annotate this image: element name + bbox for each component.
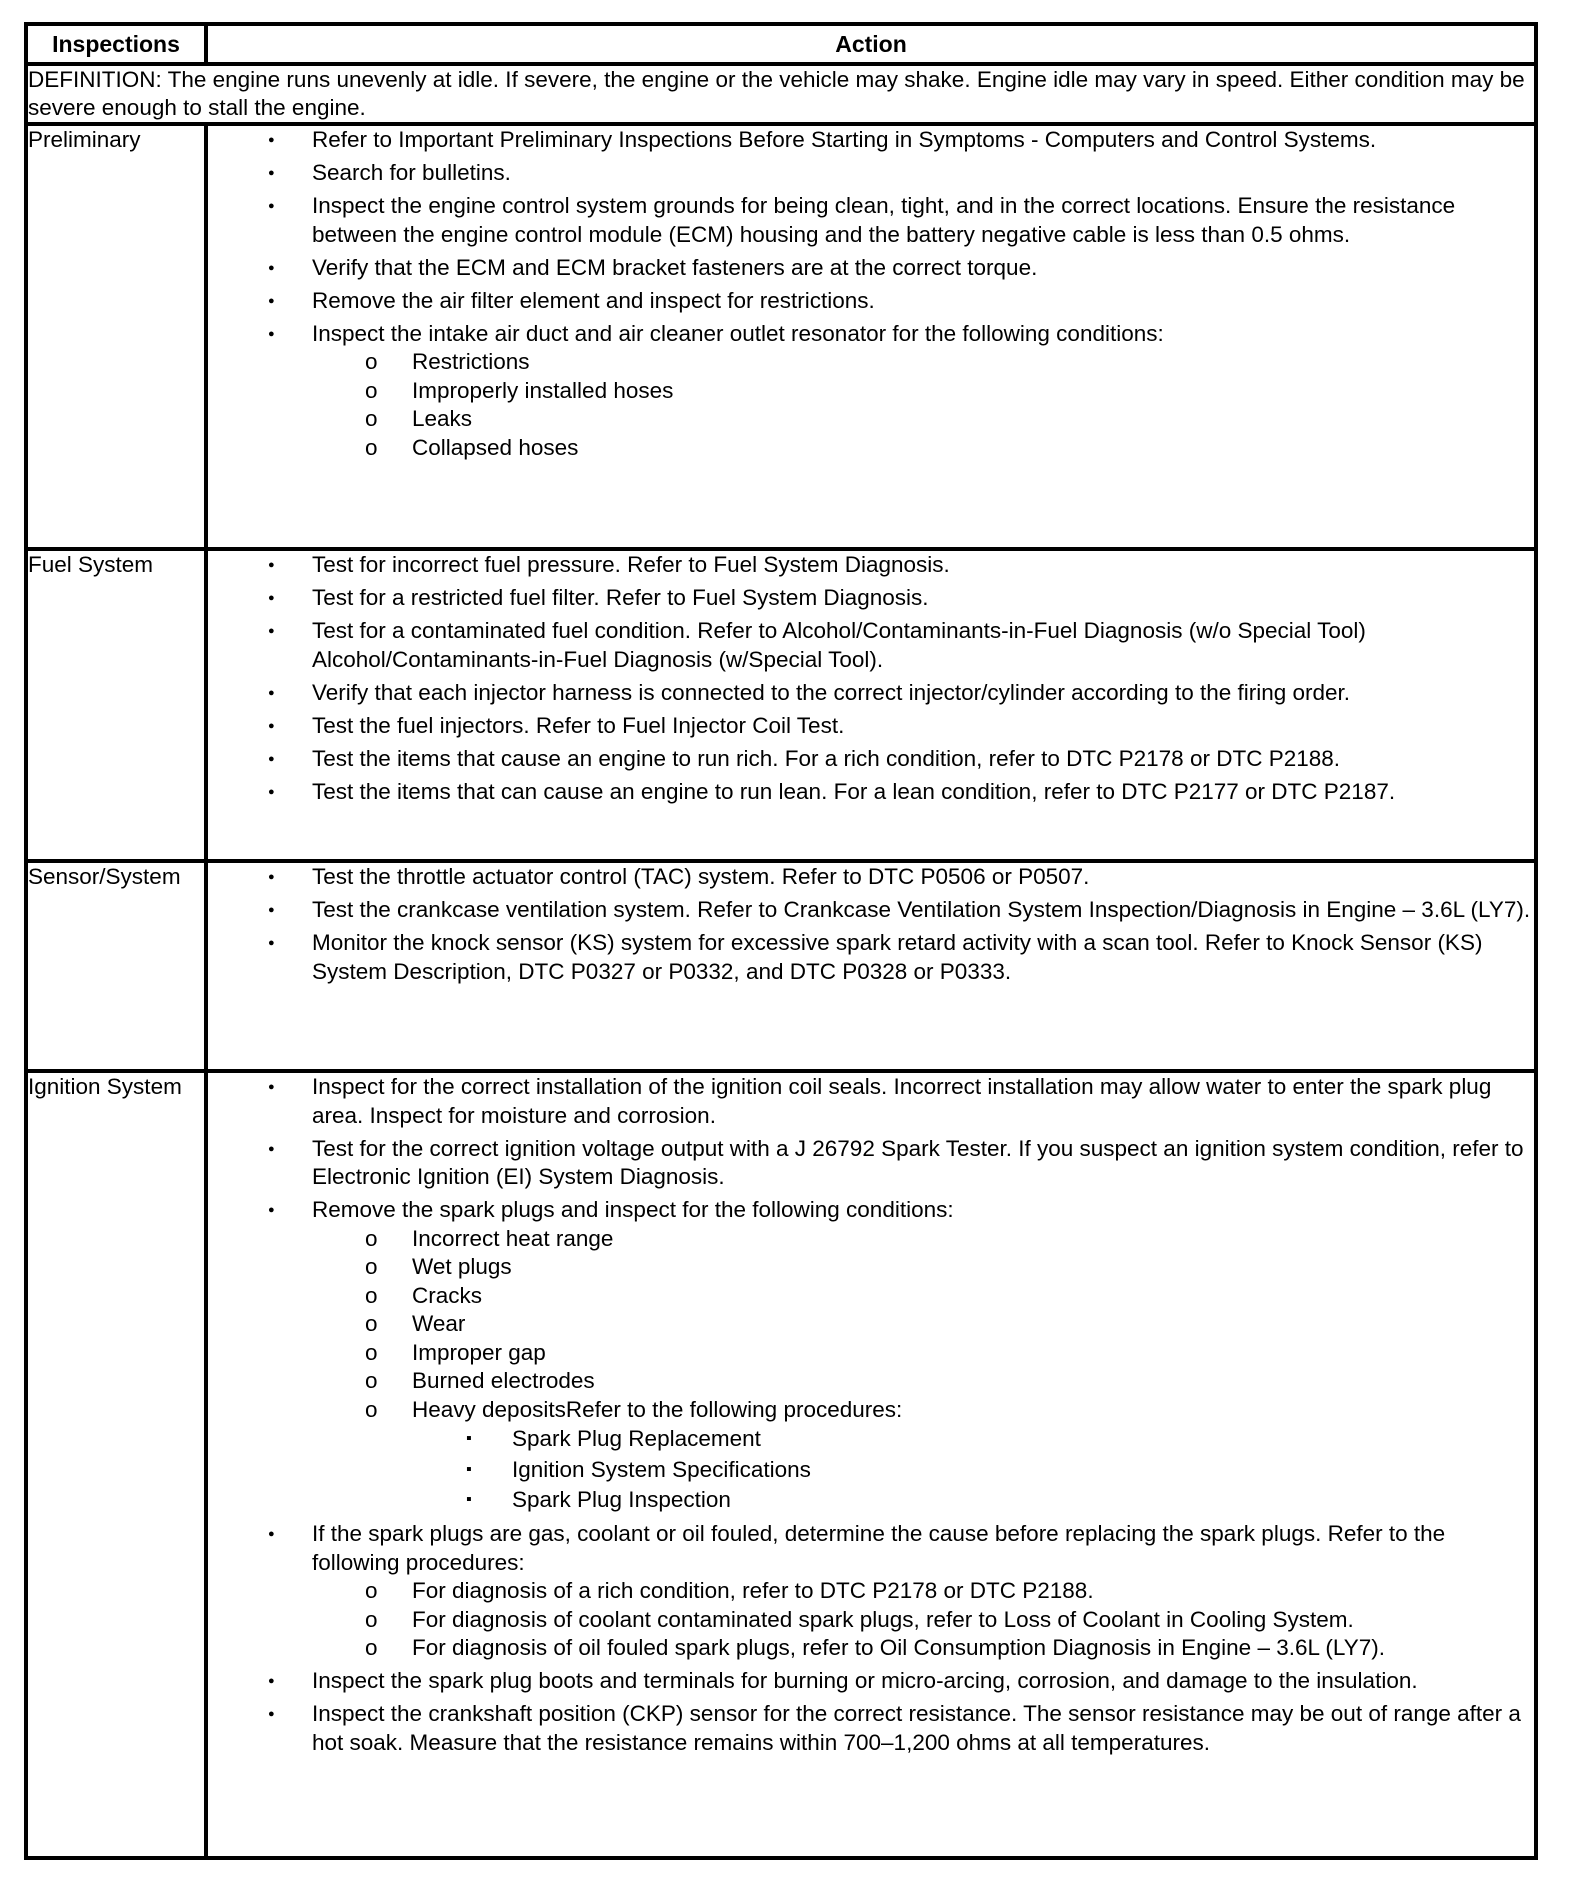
list-item: ● Inspect the engine control system grounds for being clean, tight, and in the correct locations. Ensure the resistance between the engine control module (ECM) housing and the battery negative cable is less than 0.5 ohms. <box>312 192 1534 249</box>
header-row <box>26 24 1536 64</box>
list-item <box>312 1520 1534 1663</box>
sub-list-item: o Burned electrodes <box>412 1367 1534 1396</box>
sub-sub-list <box>412 1424 1534 1516</box>
sub-sub-list-item: ▪ Ignition System Specifications <box>512 1455 1534 1486</box>
list-item: ● Test the fuel injectors. Refer to Fuel Injector Coil Test. <box>312 712 1534 741</box>
list-item: ● Inspect the spark plug boots and terminals for burning or micro-arcing, corrosion, and damage to the insulation. <box>312 1667 1534 1696</box>
definition-row <box>26 64 1536 124</box>
list-item: ● Test for incorrect fuel pressure. Refer to Fuel System Diagnosis. <box>312 551 1534 580</box>
row-label-ignition-system: Ignition System <box>26 1071 206 1858</box>
list-item: ● Remove the air filter element and inspect for restrictions. <box>312 287 1534 316</box>
sub-list-item <box>412 1396 1534 1516</box>
sub-list-item: o For diagnosis of oil fouled spark plugs, refer to Oil Consumption Diagnosis in Engine – 3.6L (LY7). <box>412 1634 1534 1663</box>
sub-list <box>312 1577 1534 1663</box>
list-item: ● Test the items that cause an engine to run rich. For a rich condition, refer to DTC P2178 or DTC P2188. <box>312 745 1534 774</box>
list-item: ● Test the items that can cause an engine to run lean. For a lean condition, refer to DTC P2177 or DTC P2187. <box>312 778 1534 807</box>
list-item: ● Inspect for the correct installation of the ignition coil seals. Incorrect installation may allow water to enter the spark plug area. Inspect for moisture and corrosion. <box>312 1073 1534 1130</box>
row-actions-fuel-system <box>206 549 1536 861</box>
list-item <box>312 320 1534 463</box>
table-row-ignition-system <box>26 1071 1536 1858</box>
list-item: ● Test for a contaminated fuel condition. Refer to Alcohol/Contaminants-in-Fuel Diagnosis (w/o Special Tool) Alcohol/Contaminants-in-Fuel Diagnosis (w/Special Tool). <box>312 617 1534 674</box>
row-label-preliminary: Preliminary <box>26 124 206 549</box>
table-row-fuel-system <box>26 549 1536 861</box>
sub-list-item: o Wet plugs <box>412 1253 1534 1282</box>
sub-list-item: o For diagnosis of a rich condition, refer to DTC P2178 or DTC P2188. <box>412 1577 1534 1606</box>
row-label-fuel-system: Fuel System <box>26 549 206 861</box>
sub-list-item: o Cracks <box>412 1282 1534 1311</box>
inspection-table <box>24 22 1538 1860</box>
list-item-text: Remove the spark plugs and inspect for the following conditions: <box>312 1197 954 1222</box>
column-header-inspections: Inspections <box>26 24 206 64</box>
list-item: ● Inspect the crankshaft position (CKP) sensor for the correct resistance. The sensor resistance may be out of range after a hot soak. Measure that the resistance remains within 700–1,200 ohms at all temperatures. <box>312 1700 1534 1757</box>
table-row-preliminary <box>26 124 1536 549</box>
sub-list-item: o Improperly installed hoses <box>412 377 1534 406</box>
list-item: ● Test for a restricted fuel filter. Refer to Fuel System Diagnosis. <box>312 584 1534 613</box>
sub-list-item: o Incorrect heat range <box>412 1225 1534 1254</box>
list-item: ● Test for the correct ignition voltage output with a J 26792 Spark Tester. If you suspect an ignition system condition, refer to Electronic Ignition (EI) System Diagnosis. <box>312 1135 1534 1192</box>
sub-list <box>312 348 1534 462</box>
list-item-text: If the spark plugs are gas, coolant or oil fouled, determine the cause before replacing the spark plugs. Refer to the following procedures: <box>312 1521 1446 1575</box>
list-item: ● Test the crankcase ventilation system. Refer to Crankcase Ventilation System Inspection/Diagnosis in Engine – 3.6L (LY7). <box>312 896 1534 925</box>
list-item: ● Refer to Important Preliminary Inspections Before Starting in Symptoms - Computers and Control Systems. <box>312 126 1534 155</box>
sub-list-item: o Wear <box>412 1310 1534 1339</box>
list-item: ● Search for bulletins. <box>312 159 1534 188</box>
action-list <box>208 126 1534 462</box>
sub-list-item: o Leaks <box>412 405 1534 434</box>
row-label-sensor-system: Sensor/System <box>26 861 206 1071</box>
sub-list-item-text: Heavy depositsRefer to the following procedures: <box>412 1396 903 1422</box>
table-row-sensor-system <box>26 861 1536 1071</box>
list-item: ● Test the throttle actuator control (TAC) system. Refer to DTC P0506 or P0507. <box>312 863 1534 892</box>
list-item: ● Verify that each injector harness is connected to the correct injector/cylinder according to the firing order. <box>312 679 1534 708</box>
list-item: ● Monitor the knock sensor (KS) system for excessive spark retard activity with a scan tool. Refer to Knock Sensor (KS) System Description, DTC P0327 or P0332, and DTC P0328 or P0333. <box>312 929 1534 986</box>
action-list <box>208 551 1534 806</box>
list-item: ● Verify that the ECM and ECM bracket fasteners are at the correct torque. <box>312 254 1534 283</box>
action-list <box>208 863 1534 986</box>
sub-sub-list-item: ▪ Spark Plug Replacement <box>512 1424 1534 1455</box>
sub-list-item: o Improper gap <box>412 1339 1534 1368</box>
action-list <box>208 1073 1534 1757</box>
list-item <box>312 1196 1534 1516</box>
definition-text: DEFINITION: The engine runs unevenly at idle. If severe, the engine or the vehicle may shake. Engine idle may vary in speed. Either condition may be severe enough to stall the engine. <box>26 64 1536 124</box>
sub-list-item: o For diagnosis of coolant contaminated spark plugs, refer to Loss of Coolant in Cooling System. <box>412 1606 1534 1635</box>
row-actions-preliminary <box>206 124 1536 549</box>
sub-list <box>312 1225 1534 1516</box>
row-actions-sensor-system <box>206 861 1536 1071</box>
sub-list-item: o Collapsed hoses <box>412 434 1534 463</box>
sub-sub-list-item: ▪ Spark Plug Inspection <box>512 1485 1534 1516</box>
column-header-action: Action <box>206 24 1536 64</box>
list-item-text: Inspect the intake air duct and air cleaner outlet resonator for the following conditions: <box>312 320 1164 346</box>
row-actions-ignition-system <box>206 1071 1536 1858</box>
sub-list-item: o Restrictions <box>412 348 1534 377</box>
